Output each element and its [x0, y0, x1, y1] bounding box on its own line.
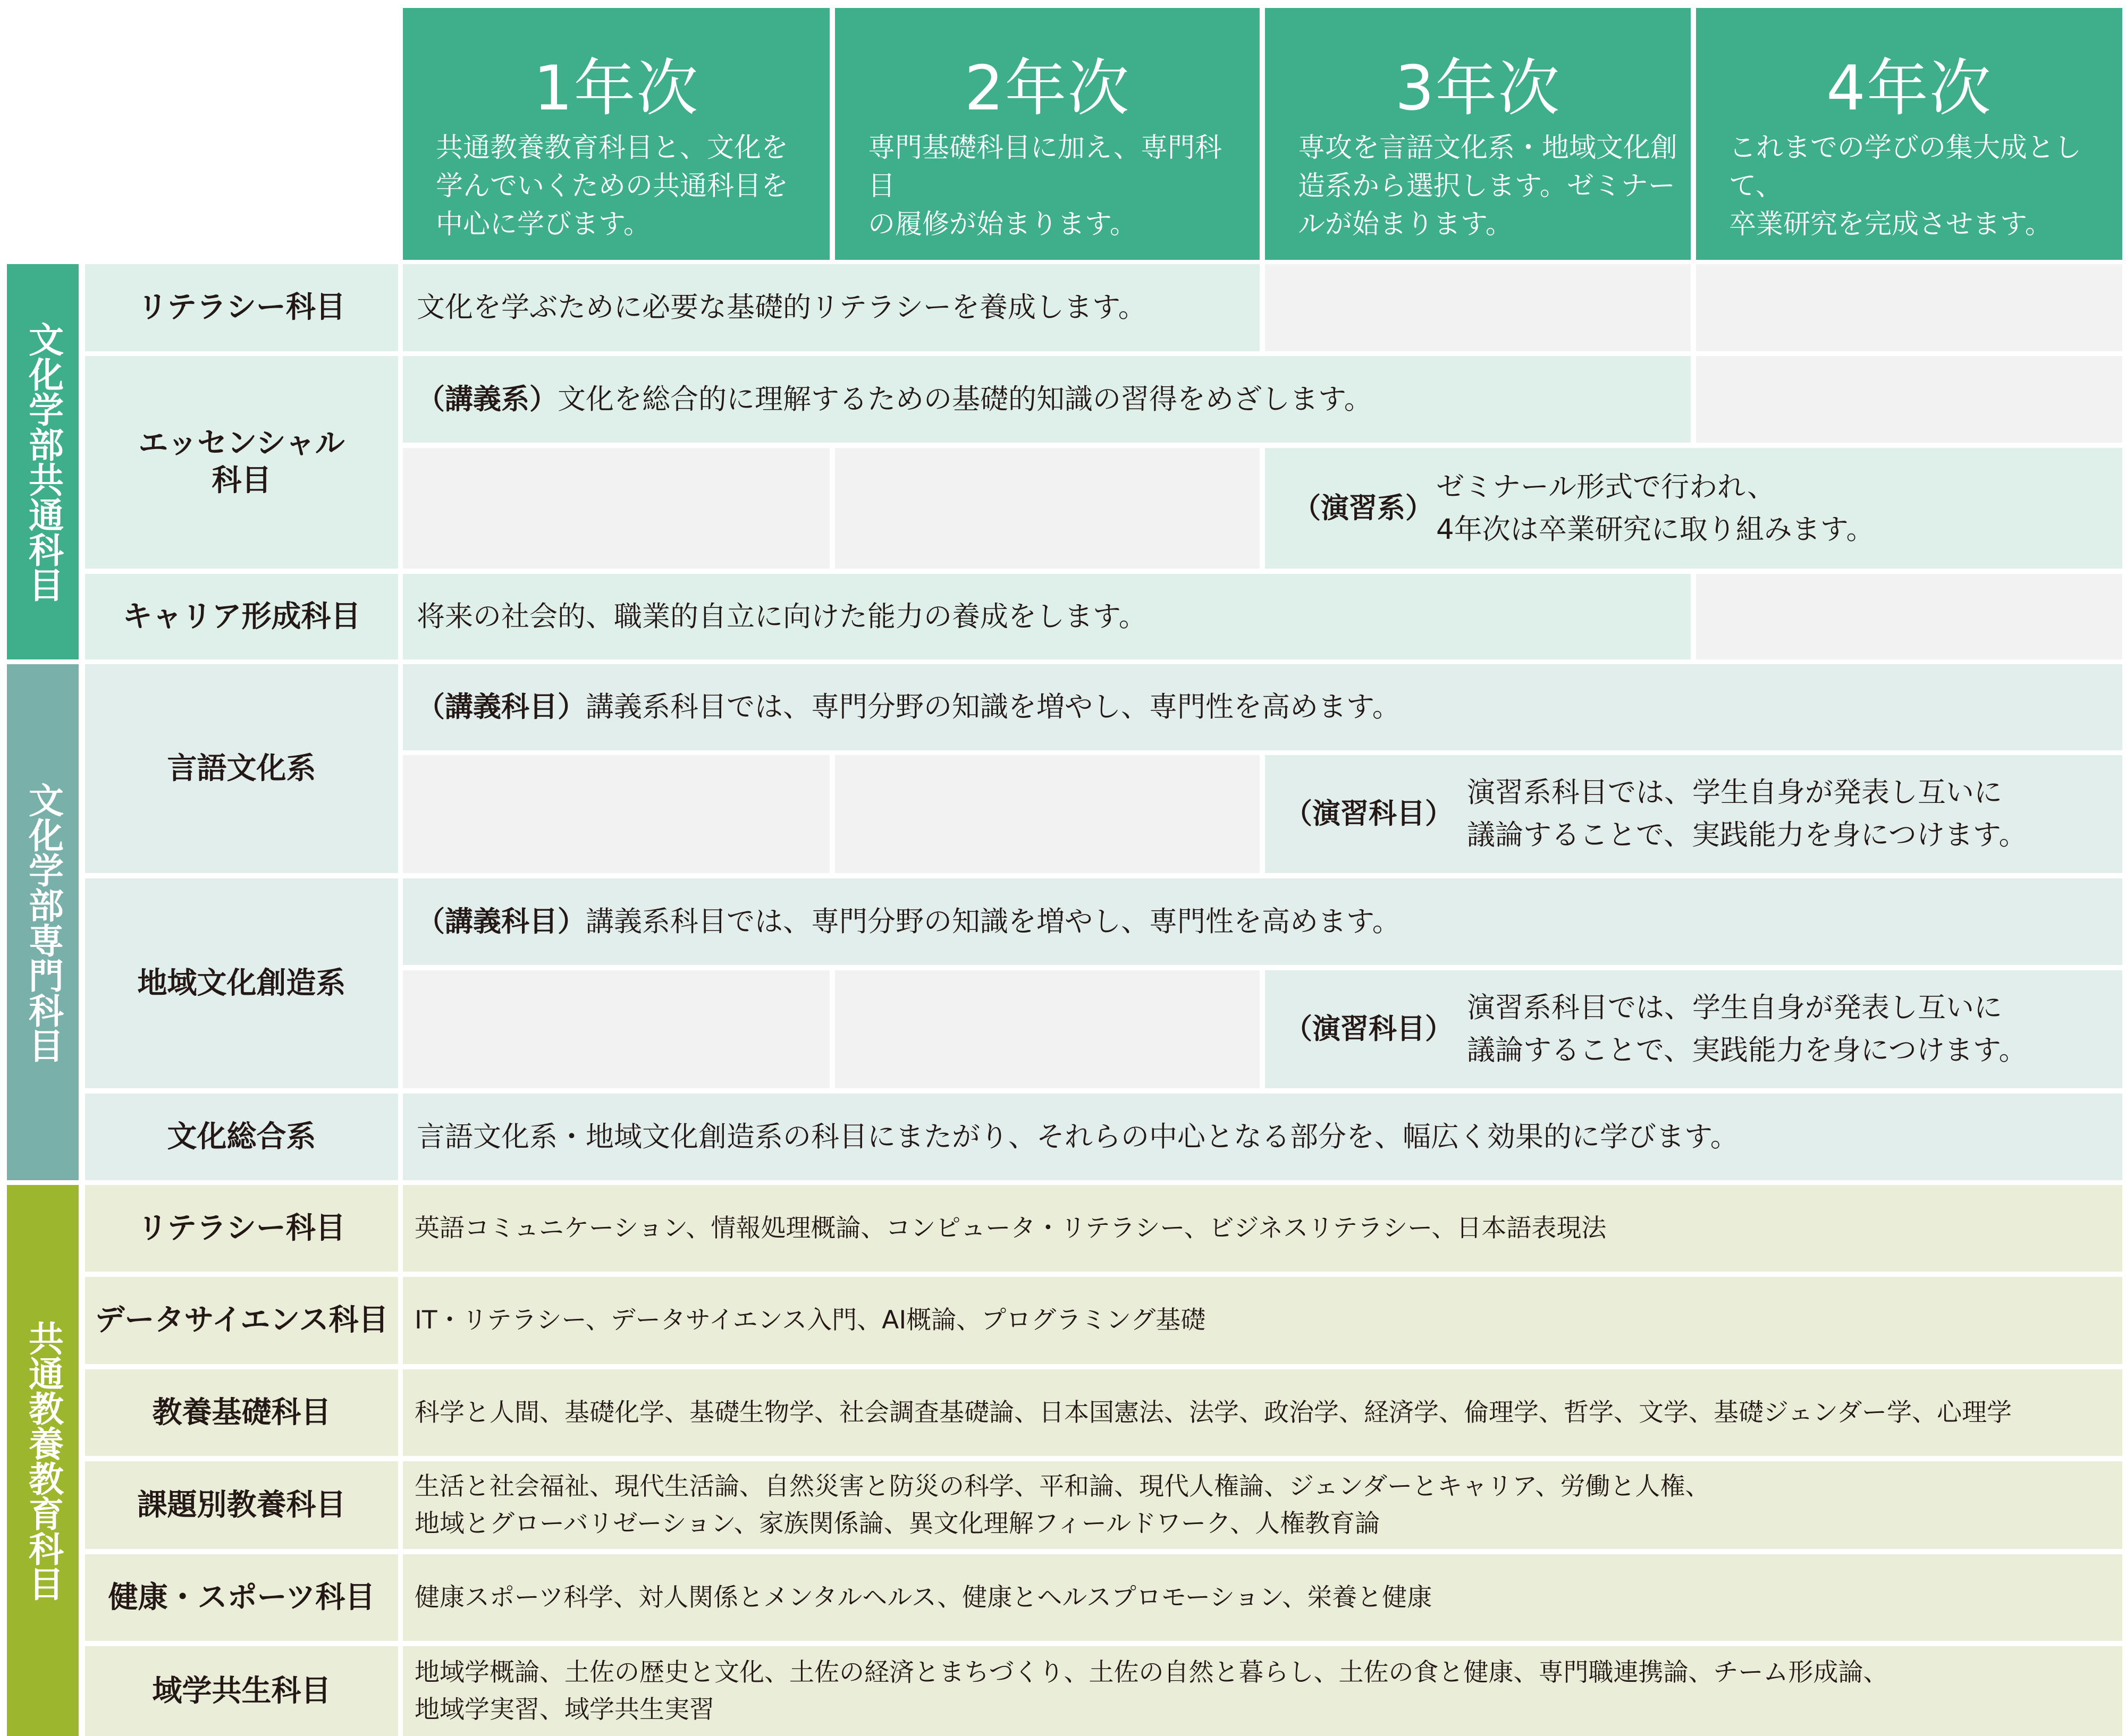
empty-cell — [835, 755, 1260, 873]
year-title: 3年次 — [1395, 53, 1561, 124]
ge-text-liberal-arts-basics: 科学と人間、基礎化学、基礎生物学、社会調査基礎論、日本国憲法、法学、政治学、経済学、倫理学、哲学、文学、基礎ジェンダー学、心理学 — [403, 1369, 2122, 1456]
year-header-1 — [403, 8, 830, 260]
ge-label-regional-coexistence: 域学共生科目 — [85, 1646, 398, 1736]
empty-cell — [1696, 264, 2122, 351]
seminar-text: ゼミナール形式で行われ、 4年次は卒業研究に取り組みます。 — [1436, 470, 1875, 546]
lecture-text: 講義系科目では、専門分野の知識を増やし、専門性を高めます。 — [586, 905, 1401, 938]
year-title: 4年次 — [1826, 53, 1992, 124]
ge-text-literacy: 英語コミュニケーション、情報処理概論、コンピュータ・リテラシー、ビジネスリテラシー、日本語表現法 — [403, 1185, 2122, 1272]
year-description: 専門基礎科目に加え、専門科目 の履修が始まります。 — [868, 132, 1222, 240]
row-label-career: キャリア形成科目 — [85, 574, 398, 659]
row-text-career: 将来の社会的、職業的自立に向けた能力の養成をします。 — [403, 574, 1691, 659]
ge-text-topic-liberal-arts: 生活と社会福祉、現代生活論、自然災害と防災の科学、平和論、現代人権論、ジェンダーとキャリア、労働と人権、 地域とグローバリゼーション、家族関係論、異文化理解フィールドワーク、人権教育論 — [403, 1461, 2122, 1549]
row-label-integrated-culture: 文化総合系 — [85, 1094, 398, 1180]
year-description: 共通教養教育科目と、文化を 学んでいくための共通科目を 中心に学びます。 — [436, 132, 789, 240]
ge-label-literacy: リテラシー科目 — [85, 1185, 398, 1272]
language-lecture — [403, 664, 2122, 750]
lecture-tag: （講義科目） — [417, 691, 586, 723]
seminar-tag: （演習系） — [1293, 492, 1433, 524]
empty-cell — [1696, 356, 2122, 443]
empty-cell — [403, 448, 830, 569]
lecture-tag: （講義系） — [417, 383, 558, 416]
year-header-2 — [835, 8, 1260, 260]
essential-lecture — [403, 356, 1691, 443]
year-header-4 — [1696, 8, 2122, 260]
year-title: 2年次 — [964, 53, 1131, 124]
ge-label-topic-liberal-arts: 課題別教養科目 — [85, 1461, 398, 1549]
year-title: 1年次 — [533, 53, 699, 124]
lecture-text: 文化を総合的に理解するための基礎的知識の習得をめざします。 — [558, 383, 1372, 416]
regional-lecture — [403, 878, 2122, 965]
row-label-regional-culture: 地域文化創造系 — [85, 878, 398, 1088]
empty-cell — [835, 448, 1260, 569]
ge-text-data-science: IT・リテラシー、データサイエンス入門、AI概論、プログラミング基礎 — [403, 1277, 2122, 1364]
empty-cell — [1265, 264, 1691, 351]
seminar-text: 演習系科目では、学生自身が発表し互いに 議論することで、実践能力を身につけます。 — [1467, 992, 2027, 1066]
seminar-text: 演習系科目では、学生自身が発表し互いに 議論することで、実践能力を身につけます。 — [1467, 776, 2027, 851]
row-label-language-culture: 言語文化系 — [85, 664, 398, 873]
essential-seminar — [1265, 448, 2122, 569]
band-specialized: 文化学部専門科目 — [7, 664, 79, 1180]
row-text-integrated-culture: 言語文化系・地域文化創造系の科目にまたがり、それらの中心となる部分を、幅広く効果的に学びます。 — [403, 1094, 2122, 1180]
year-description: これまでの学びの集大成として、 卒業研究を完成させます。 — [1729, 132, 2082, 240]
row-text-literacy: 文化を学ぶために必要な基礎的リテラシーを養成します。 — [403, 264, 1260, 351]
ge-text-health-sports: 健康スポーツ科学、対人関係とメンタルヘルス、健康とヘルスプロモーション、栄養と健康 — [403, 1554, 2122, 1641]
band-general-education: 共通教養教育科目 — [7, 1185, 79, 1736]
empty-cell — [1696, 574, 2122, 659]
year-description: 専攻を言語文化系・地域文化創 造系から選択します。ゼミナー ルが始まります。 — [1298, 132, 1678, 240]
ge-text-regional-coexistence: 地域学概論、土佐の歴史と文化、土佐の経済とまちづくり、土佐の自然と暮らし、土佐の食と健康、専門職連携論、チーム形成論、 地域学実習、域学共生実習 — [403, 1646, 2122, 1736]
ge-label-liberal-arts-basics: 教養基礎科目 — [85, 1369, 398, 1456]
lecture-text: 講義系科目では、専門分野の知識を増やし、専門性を高めます。 — [586, 691, 1401, 723]
seminar-tag: （演習科目） — [1284, 798, 1453, 830]
row-label-essential: エッセンシャル 科目 — [85, 356, 398, 569]
empty-cell — [403, 755, 830, 873]
seminar-tag: （演習科目） — [1284, 1013, 1453, 1045]
year-header-3 — [1265, 8, 1691, 260]
empty-cell — [835, 970, 1260, 1088]
lecture-tag: （講義科目） — [417, 905, 586, 938]
ge-label-data-science: データサイエンス科目 — [85, 1277, 398, 1364]
ge-label-health-sports: 健康・スポーツ科目 — [85, 1554, 398, 1641]
band-faculty-common: 文化学部共通科目 — [7, 264, 79, 659]
regional-seminar — [1265, 970, 2122, 1088]
language-seminar — [1265, 755, 2122, 873]
row-label-literacy: リテラシー科目 — [85, 264, 398, 351]
empty-cell — [403, 970, 830, 1088]
